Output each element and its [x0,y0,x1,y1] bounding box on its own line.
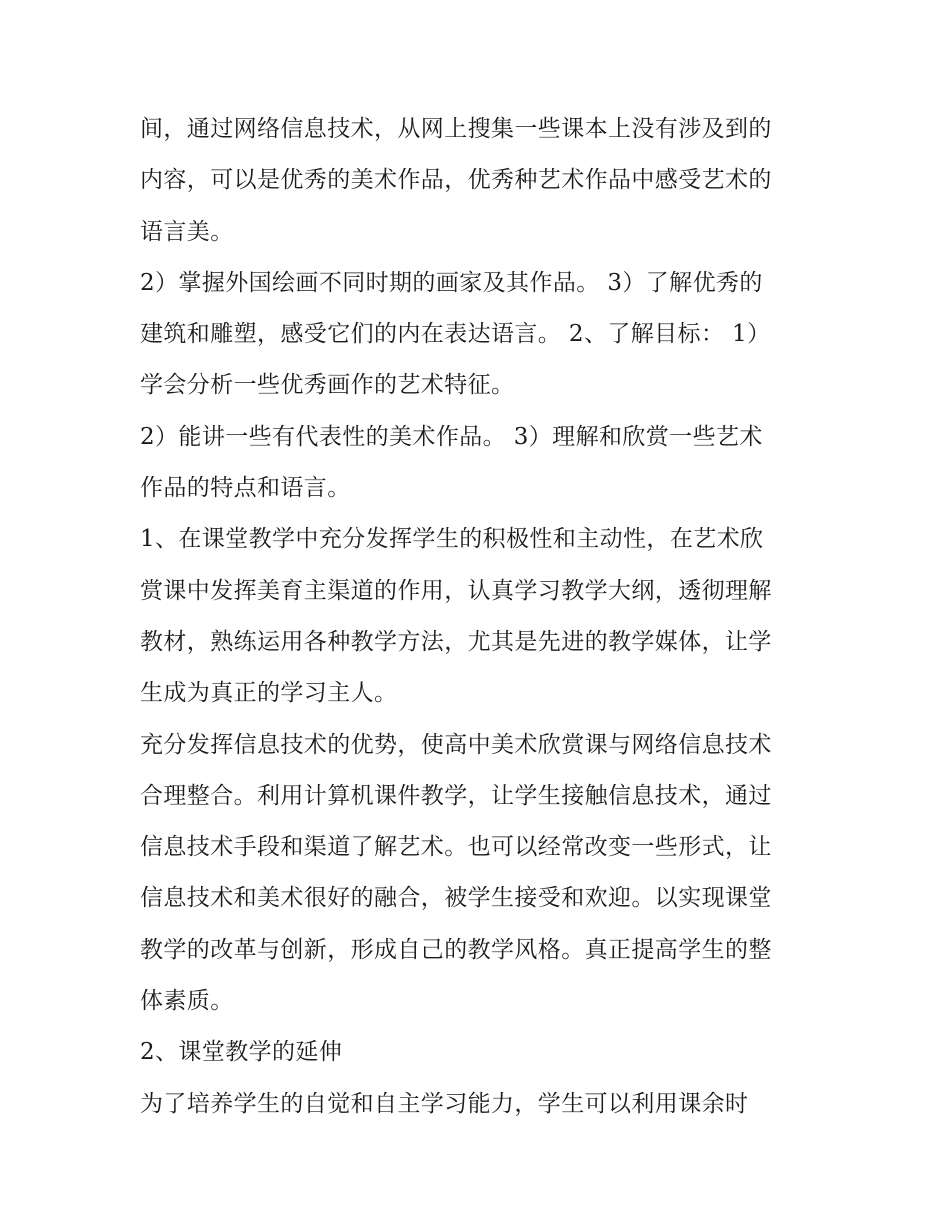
text-line: 学会分析一些优秀画作的艺术特征。 [140,372,515,399]
text-line: 2）能讲一些有代表性的美术作品。 3）理解和欣赏一些艺术 [140,423,763,450]
text-line: 内容，可以是优秀的美术作品，优秀种艺术作品中感受艺术的 [140,167,772,194]
text-line: 为了培养学生的自觉和自主学习能力，学生可以利用课余时 [140,1090,749,1117]
text-line: 体素质。 [140,988,234,1015]
text-line: 信息技术手段和渠道了解艺术。也可以经常改变一些形式，让 [140,834,772,861]
document-body [140,104,820,1130]
text-line: 合理整合。利用计算机课件教学，让学生接触信息技术，通过 [140,782,772,809]
text-line: 教材，熟练运用各种教学方法，尤其是先进的教学媒体，让学 [140,628,772,655]
text-line: 2、课堂教学的延伸 [140,1039,343,1066]
text-line: 生成为真正的学习主人。 [140,680,398,707]
text-line: 语言美。 [140,218,234,245]
text-line: 建筑和雕塑，感受它们的内在表达语言。 2、了解目标： 1） [140,321,771,348]
text-line: 赏课中发挥美育主渠道的作用，认真学习教学大纲，透彻理解 [140,577,772,604]
text-line: 充分发挥信息技术的优势，使高中美术欣赏课与网络信息技术 [140,731,772,758]
text-line: 间，通过网络信息技术，从网上搜集一些课本上没有涉及到的 [140,116,772,142]
text-line: 信息技术和美术很好的融合，被学生接受和欢迎。以实现课堂 [140,885,772,912]
text-line: 1、在课堂教学中充分发挥学生的积极性和主动性，在艺术欣 [140,526,764,553]
text-line: 教学的改革与创新，形成自己的教学风格。真正提高学生的整 [140,936,772,963]
text-line: 作品的特点和语言。 [140,475,351,502]
text-line: 2）掌握外国绘画不同时期的画家及其作品。 3）了解优秀的 [140,269,763,296]
